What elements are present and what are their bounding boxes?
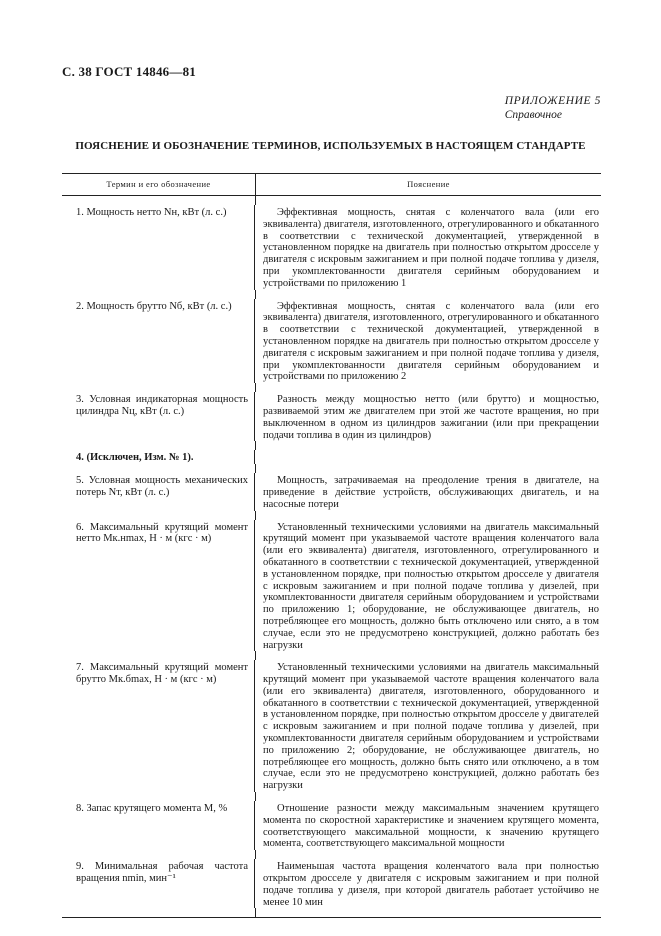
column-header-term: Термин и его обозначение [62,174,256,195]
explanation-cell [255,450,601,464]
explanation-cell: Мощность, затрачиваемая на преодоление трения в двигателе, на приведение в действие устройств, обслуживающих двигатель, и на насосные потери [263,475,599,510]
table-row [62,299,601,384]
term-cell: 4. (Исключен, Изм. № 1). [62,450,255,464]
explanation-cell: Отношение разности между максимальным значением крутящего момента по скоростной характеристике и значением крутящего момента, соответствующего максимальной мощности, к значению крутящего момента, соответствующего максимальной мощности [263,803,599,850]
term-cell: 6. Максимальный крутящий момент нетто Mк.нmax, Н · м (кгс · м) [62,520,255,652]
column-header-explanation: Пояснение [407,179,450,189]
table-row [62,392,601,441]
table-row [62,450,601,464]
term-cell: 7. Максимальный крутящий момент брутто Mк.бmax, Н · м (кгс · м) [62,660,255,792]
table-row [62,205,601,290]
explanation-cell: Эффективная мощность, снятая с коленчатого вала (или его эквивалента) двигателя, изготовленного, отрегулированного и обкатанного в соответствии с технической документацией, утвержденной в установленном порядке на двигатель при полностью открытом дросселе у двигателя с искровым зажиганием и при полной подаче топлива у дизеля, при укомплектованности двигателя серийным оборудованием и устройствами по приложению 1 [263,207,599,289]
document-title: ПОЯСНЕНИЕ И ОБОЗНАЧЕНИЕ ТЕРМИНОВ, ИСПОЛЬЗУЕМЫХ В НАСТОЯЩЕМ СТАНДАРТЕ [75,140,586,152]
term-cell: 1. Мощность нетто Nн, кВт (л. с.) [62,205,255,290]
explanation-cell: Эффективная мощность, снятая с коленчатого вала (или его эквивалента) двигателя, изготовленного, отрегулированного и обкатанного в соответствии с технической документацией, утвержденной в установленном порядке на двигатель при полностью открытом дросселе у двигателя с искровым зажиганием и при полной подаче топлива у дизеля, при укомплектованности двигателя серийным оборудованием и устройствами по приложению 2 [263,300,599,383]
terms-table [62,173,601,918]
term-cell: 3. Условная индикаторная мощность цилиндра Nц, кВт (л. с.) [62,392,255,441]
explanation-cell: Разность между мощностью нетто (или брутто) и мощностью, развиваемой этим же двигателем при этой же частоте вращения, но при выключенном в одном из цилиндров зажигании (или при прекращении подачи топлива в один из цилиндров) [263,394,599,441]
table-header [62,174,601,196]
page-header: С. 38 ГОСТ 14846—81 [62,64,196,79]
table-row [62,801,601,850]
appendix-title: ПРИЛОЖЕНИЕ 5 [504,95,601,107]
table-row [62,520,601,652]
term-cell: 8. Запас крутящего момента M, % [62,801,255,850]
explanation-cell: Наименьшая частота вращения коленчатого вала при полностью открытом дросселе у двигателя с искровым зажиганием и при полной подаче топлива у дизеля, при которой двигатель работает устойчиво не менее 10 мин [263,861,599,908]
explanation-cell: Установленный техническими условиями на двигатель максимальный крутящий момент при указываемой частоте вращения коленчатого вала (или его эквивалента) двигателя, изготовленного, оборудованного и обкатанного в соответствии с технической документацией, утвержденной в установленном порядке, при полностью открытом дросселе у двигателей с искровым зажиганием и при полной подаче топлива у дизелей, при укомплектованности двигателя серийным оборудованием и устройствами по приложению 2; оборудование, не обслуживающее двигатель, но потребляющее его мощность, должно быть снято или отключено, а в том случае, если это не предусмотрено конструкцией, должно работать без нагрузки [263,662,599,792]
term-cell: 9. Минимальная рабочая частота вращения nmin, мин⁻¹ [62,859,255,908]
appendix-label [505,94,601,122]
explanation-cell: Установленный техническими условиями на двигатель максимальный крутящий момент при указываемой частоте вращения коленчатого вала (или его эквивалента) двигателя, изготовленного, отрегулированного и обкатанного в соответствии с технической документацией, утвержденной в установленном порядке, при полностью открытом дросселе у двигателя с искровым зажиганием и при полной подаче топлива у дизелей, при укомплектованности двигателя серийным оборудованием и устройствами по приложению 1; оборудование, не обслуживающее двигатель, но потребляющее его мощность, должно быть отключено или снято, а в том случае, если это не предусмотрено конструкцией, должно работать без нагрузки [263,521,599,651]
term-cell: 2. Мощность брутто Nб, кВт (л. с.) [62,299,255,384]
table-row [62,660,601,792]
appendix-subtitle: Справочное [504,109,562,121]
table-row [62,473,601,510]
table-row [62,859,601,908]
term-cell: 5. Условная мощность механических потерь Nт, кВт (л. с.) [62,473,255,510]
